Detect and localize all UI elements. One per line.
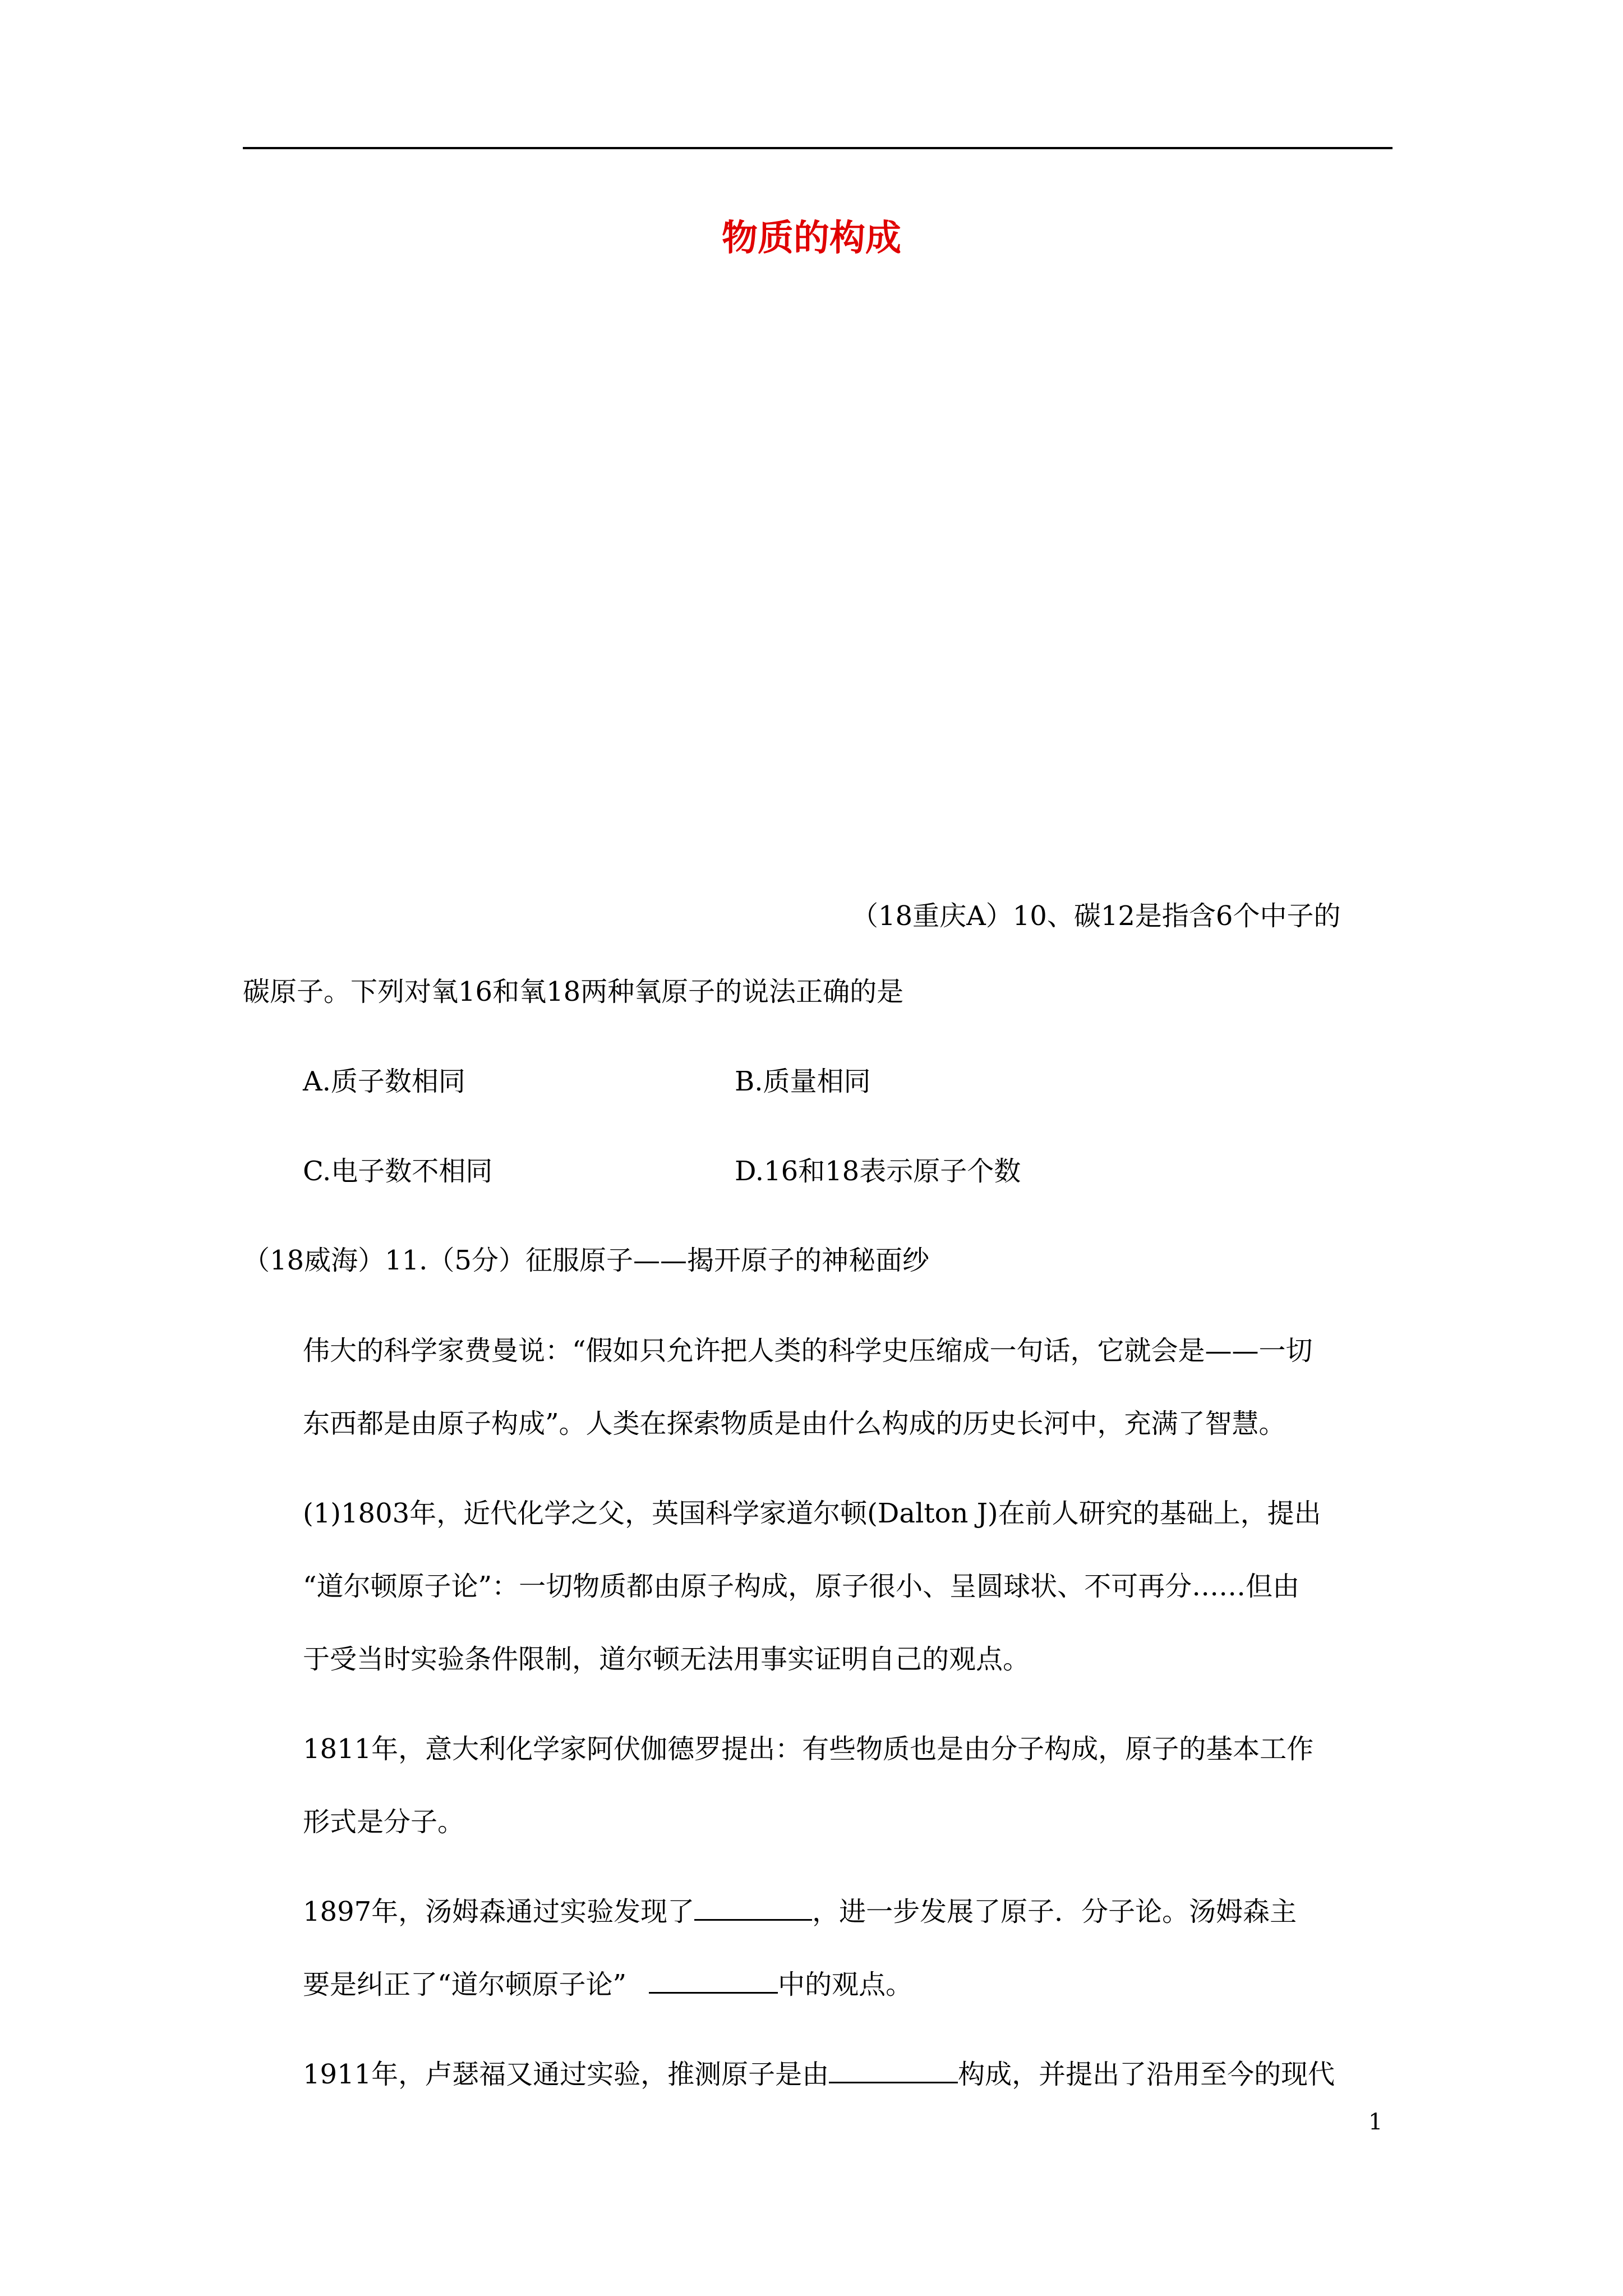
page-title: 物质的构成 (722, 218, 901, 259)
q11-heading: （18威海）11.（5分）征服原子——揭开原子的神秘面纱 (243, 1245, 929, 1276)
q10-line-1: （18重庆A）10、碳12是指含6个中子的 (851, 900, 1341, 932)
q11-p2-line-2: 形式是分子。 (303, 1806, 465, 1838)
q11-p1-line-1: (1)1803年，近代化学之父，英国科学家道尔顿(Dalton J)在前人研究的基础上，提出 (303, 1498, 1321, 1529)
q10-line-2: 碳原子。下列对氧16和氧18两种氧原子的说法正确的是 (243, 976, 904, 1007)
q11-p2-line-1: 1811年，意大利化学家阿伏伽德罗提出：有些物质也是由分子构成，原子的基本工作 (303, 1733, 1314, 1765)
q11-p4-line-1 (303, 2055, 1335, 2094)
header-rule (243, 147, 1393, 149)
fill-blank-2[interactable] (649, 1967, 778, 1994)
q11-p4-line-1-text-a: 1911年，卢瑟福又通过实验，推测原子是由 (303, 2059, 829, 2090)
q10-option-c: C.电子数不相同 (303, 1156, 493, 1187)
q11-p3-line-2-text-b: 中的观点。 (778, 1969, 913, 2000)
q11-p1-line-3: 于受当时实验条件限制，道尔顿无法用事实证明自己的观点。 (303, 1644, 1030, 1675)
fill-blank-1[interactable] (694, 1894, 812, 1921)
fill-blank-3[interactable] (829, 2057, 958, 2083)
q11-p3-line-1 (303, 1892, 1297, 1931)
q11-p4-line-1-text-b: 构成，并提出了沿用至今的现代 (958, 2059, 1335, 2090)
q11-p3-line-1-text-a: 1897年，汤姆森通过实验发现了 (303, 1896, 695, 1927)
q11-intro-line-2: 东西都是由原子构成”。人类在探索物质是由什么构成的历史长河中，充满了智慧。 (303, 1408, 1286, 1439)
q10-option-d: D.16和18表示原子个数 (735, 1156, 1021, 1187)
q11-p3-line-2-text-a: 要是纠正了“道尔顿原子论” (303, 1969, 627, 2000)
q10-option-a: A.质子数相同 (303, 1066, 465, 1097)
q11-intro-line-1: 伟大的科学家费曼说：“假如只允许把人类的科学史压缩成一句话，它就会是——一切 (303, 1335, 1313, 1366)
q11-p3-line-1-text-b: ，进一步发展了原子．分子论。汤姆森主 (812, 1896, 1297, 1927)
q10-option-b: B.质量相同 (735, 1066, 871, 1097)
q11-p3-line-2 (303, 1965, 912, 2004)
page-number: 1 (1368, 2109, 1383, 2135)
q11-p1-line-2: “道尔顿原子论”：一切物质都由原子构成，原子很小、呈圆球状、不可再分……但由 (303, 1571, 1300, 1602)
